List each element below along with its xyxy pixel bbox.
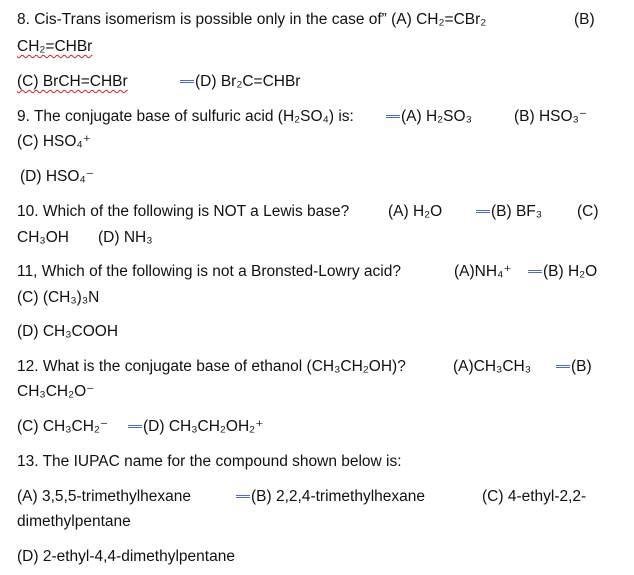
question-9-option-d: (D) HSO₄⁻ (20, 168, 94, 185)
question-9-option-b: (B) HSO₃⁻ (514, 108, 588, 125)
question-12-option-d: (D) CH₃CH₂OH₂⁺ (143, 418, 264, 435)
answer-blank (476, 209, 490, 213)
answer-blank (528, 269, 542, 273)
question-11-option-c: (C) (CH₃)₃N (17, 289, 100, 306)
question-12-line-1 (17, 356, 406, 378)
answer-blank (180, 79, 194, 83)
question-13-stem: 13. The IUPAC name for the compound shown below is: (17, 453, 402, 470)
question-13-line-3 (17, 511, 131, 533)
question-12-stem: 12. What is the conjugate base of ethanol (CH₃CH₂OH)? (17, 358, 406, 375)
question-8-stem: 8. Cis-Trans isomerism is possible only in the case of” (17, 11, 387, 28)
question-8-option-d-wrap (180, 71, 300, 93)
question-13-line-1 (17, 451, 402, 473)
question-9-option-a-wrap (386, 106, 472, 128)
question-8-option-d: (D) Br₂C=CHBr (195, 73, 301, 90)
question-8-line-2 (17, 36, 92, 58)
question-11-option-a: (A)NH₄⁺ (454, 263, 512, 280)
question-9-stem: 9. The conjugate base of sulfuric acid (H₂SO₄) is: (17, 108, 354, 125)
question-13-line-4 (17, 546, 235, 568)
question-9-line-3 (20, 166, 94, 188)
question-10-option-c-text: CH₃OH (17, 229, 69, 246)
question-11-option-b: (B) H₂O (543, 263, 598, 280)
question-11-option-d: (D) CH₃COOH (17, 323, 119, 340)
question-12-option-b-text: CH₃CH₂O⁻ (17, 383, 95, 400)
question-10-line-1 (17, 201, 349, 223)
question-11-line-2 (17, 287, 99, 309)
question-13-option-c-text: dimethylpentane (17, 513, 131, 530)
question-13-option-b: (B) 2,2,4-trimethylhexane (251, 488, 426, 505)
question-11-line-3 (17, 321, 118, 343)
question-8-line-1 (17, 9, 486, 31)
question-10-option-c-label: (C) (577, 203, 599, 220)
answer-blank (236, 494, 250, 498)
question-9-option-c: (C) HSO₄⁺ (17, 133, 91, 150)
question-11-line-1 (17, 261, 401, 283)
question-9-option-a: (A) H₂SO₃ (401, 108, 472, 125)
question-12-option-d-wrap (128, 416, 263, 438)
question-8-option-c: (C) BrCH=CHBr (17, 73, 128, 90)
question-12-option-b-label: (B) (571, 358, 592, 375)
question-13-option-a: (A) 3,5,5-trimethylhexane (17, 488, 192, 505)
question-10-option-b-wrap (476, 201, 542, 223)
answer-blank (386, 114, 400, 118)
question-13-line-2 (17, 486, 191, 508)
question-10-line-2 (17, 227, 69, 249)
question-12-line-2 (17, 381, 94, 403)
question-10-stem: 10. Which of the following is NOT a Lewis base? (17, 203, 350, 220)
question-13-option-b-wrap (236, 486, 425, 508)
question-8-option-a: (A) CH₂=CBr₂ (391, 11, 487, 28)
question-11-option-b-wrap (528, 261, 597, 283)
question-12-option-a: (A)CH₃CH₃ (453, 358, 532, 375)
question-13-option-c-label: (C) 4-ethyl-2,2- (482, 488, 587, 505)
question-12-line-3 (17, 416, 108, 438)
question-9-line-2 (17, 131, 91, 153)
answer-blank (128, 424, 142, 428)
question-10-option-d: (D) NH₃ (98, 229, 153, 246)
question-11-stem: 11, Which of the following is not a Bronsted-Lowry acid? (17, 263, 401, 280)
question-12-option-c: (C) CH₃CH₂⁻ (17, 418, 109, 435)
question-12-option-b-wrap (556, 356, 592, 378)
question-9-line-1 (17, 106, 354, 128)
answer-blank (556, 364, 570, 368)
question-8-option-b-label: (B) (574, 11, 595, 28)
question-10-option-b: (B) BF₃ (491, 203, 543, 220)
question-13-option-d: (D) 2-ethyl-4,4-dimethylpentane (17, 548, 235, 565)
question-8-option-b-text: CH₂=CHBr (17, 38, 93, 55)
question-8-line-3 (17, 71, 128, 93)
question-10-option-a: (A) H₂O (388, 203, 443, 220)
